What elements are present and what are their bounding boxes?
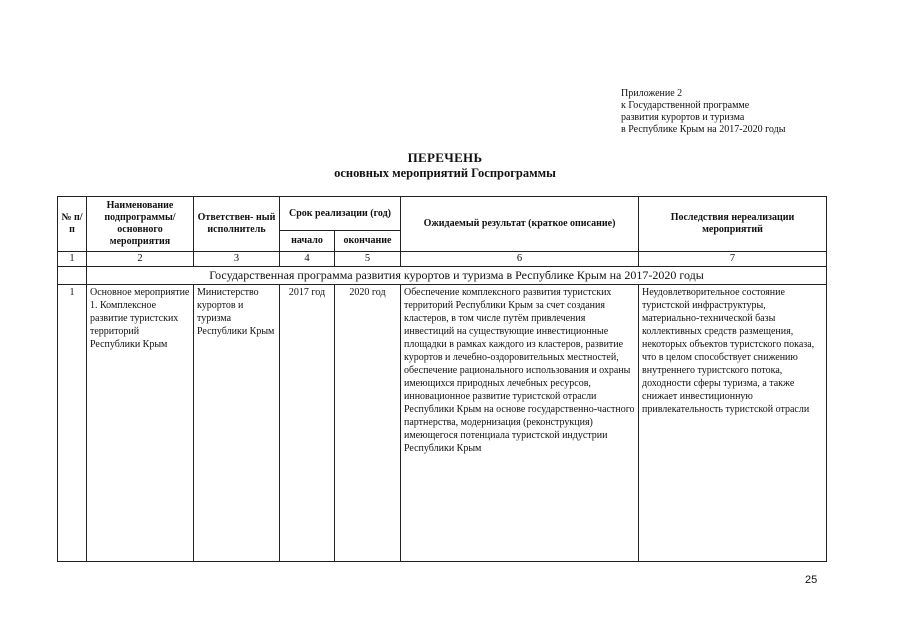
column-number: 5 [335,252,401,267]
row-executor: Министерство курортов и туризма Республики Крым [194,285,280,562]
document-title [300,150,590,181]
table-row [58,285,827,562]
page-number: 25 [805,574,818,586]
row-end: 2020 год [335,285,401,562]
title-main: ПЕРЕЧЕНЬ [407,150,483,165]
header-num: № п/п [58,197,87,252]
title-sub: основных мероприятий Госпрограммы [334,166,556,180]
program-row [58,267,827,285]
column-number: 7 [639,252,827,267]
column-numbers-row [58,252,827,267]
header-executor: Ответствен- ный исполнитель [194,197,280,252]
row-consequences: Неудовлетворительное состояние туристской инфраструктуры, материально-технической базы коллективных средств размещения, некоторых объектов туристского показа, что в целом способствует снижению внутреннего туристского потока, доходности сферы туризма, а также снижает инвестиционную привлекательность туристской отрасли [639,285,827,562]
column-number: 6 [401,252,639,267]
header-start: начало [280,231,335,252]
header-result: Ожидаемый результат (краткое описание) [401,197,639,252]
column-number: 2 [87,252,194,267]
column-number: 4 [280,252,335,267]
activities-table [57,196,827,562]
row-num: 1 [58,285,87,562]
appendix-line: к Государственной программе [621,100,750,111]
header-end: окончание [335,231,401,252]
program-row-spacer [58,267,87,285]
header-consequences: Последствия нереализации мероприятий [639,197,827,252]
row-start: 2017 год [280,285,335,562]
column-number: 3 [194,252,280,267]
row-name: Основное мероприятие 1. Комплексное развитие туристских территорий Республики Крым [87,285,194,562]
column-number: 1 [58,252,87,267]
appendix-line: развития курортов и туризма [621,112,745,123]
row-result: Обеспечение комплексного развития туристских территорий Республики Крым за счет создания кластеров, в том числе путём привлечения инвестиций на существующие инвестиционные площадки в рамках каждого из кластеров, развитие курортов и лечебно-оздоровительных местностей, обеспечение рационального использования и охраны имеющихся природных лечебных ресурсов, инновационное развитие туристской отрасли Республики Крым на основе государственно-частного партнерства, модернизация (реконструкция) имеющегося потенциала туристской индустрии Республики Крым [401,285,639,562]
appendix-line: в Республике Крым на 2017-2020 годы [621,124,786,135]
header-period: Срок реализации (год) [280,197,401,231]
appendix-line: Приложение 2 [621,88,683,99]
program-title: Государственная программа развития курортов и туризма в Республике Крым на 2017-2020 годы [87,267,827,285]
header-name: Наименование подпрограммы/ основного мероприятия [87,197,194,252]
appendix-block [621,88,785,136]
